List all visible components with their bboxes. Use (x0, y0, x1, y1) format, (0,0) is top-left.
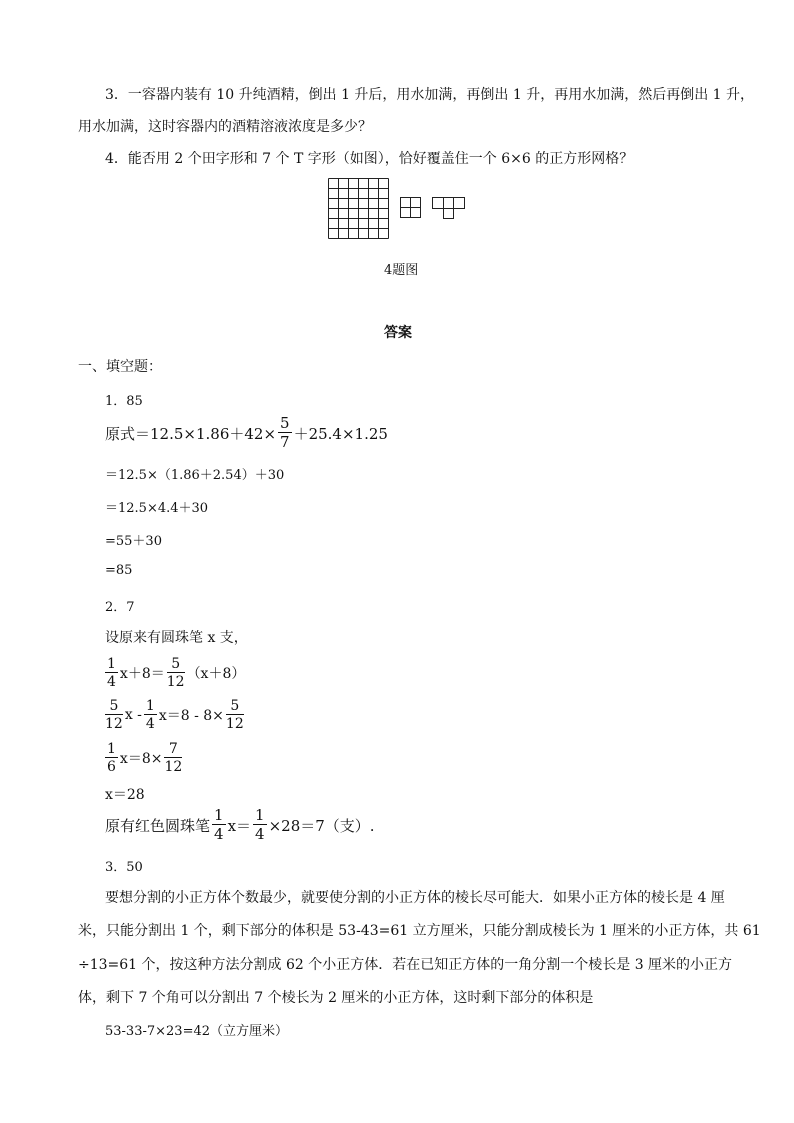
fraction: $\frac{1}{4}$ (255, 806, 265, 843)
answer-1-line-3: ＝12.5×4.4＋30 (105, 501, 209, 516)
answers-title: 答案 (384, 325, 412, 341)
answer-2-equation-3 (103, 742, 184, 774)
answer-2-heading: 2．7 (105, 600, 135, 615)
fraction: $\frac{1}{4}$ (107, 656, 116, 690)
question-3-line-1: 3．一容器内装有 10 升纯酒精，倒出 1 升后，用水加满，再倒出 1 升，再用水加满，然后再倒出 1 升， (105, 87, 755, 103)
fraction: $\frac{1}{6}$ (107, 741, 116, 775)
answer-3-para-line-3: ÷13=61 个，按这种方法分割成 62 个小正方体．若在已知正方体的一角分割一个棱长是 3 厘米的小正方 (78, 957, 733, 973)
expr-part: x＋8＝ (119, 666, 165, 682)
fraction: $\frac{7}{12}$ (164, 741, 183, 775)
answer-2-equation-1 (103, 657, 245, 689)
six-by-six-grid-figure (328, 178, 390, 240)
answer-1-line-5: =85 (105, 563, 133, 578)
fraction: $\frac{5}{7}$ (280, 414, 290, 451)
fraction: $\frac{5}{12}$ (105, 698, 123, 732)
expr-part: 原有红色圆珠笔 (105, 816, 211, 835)
answer-3-result: 53-33-7×23=42（立方厘米） (105, 1024, 289, 1039)
expr-part: x＝8 - 8× (158, 708, 224, 724)
answer-2-equation-2 (103, 699, 246, 731)
fraction: $\frac{1}{4}$ (145, 698, 155, 732)
expr-part: 原式＝12.5×1.86＋42× (105, 424, 277, 443)
expr-part: x - (124, 707, 142, 723)
expr-part: x＝ (227, 816, 252, 835)
section-fill-in-blank: 一、填空题： (78, 359, 162, 375)
question-4: 4．能否用 2 个田字形和 7 个 T 字形（如图），恰好覆盖住一个 6×6 的正方形网格？ (105, 151, 634, 167)
answer-1-line-1 (105, 416, 388, 450)
answer-3-heading: 3．50 (105, 860, 143, 875)
question-3-line-2: 用水加满，这时容器内的酒精溶液浓度是多少？ (78, 119, 372, 135)
answer-2-equation-5 (105, 808, 375, 842)
figure-caption: 4题图 (384, 263, 419, 278)
fraction: $\frac{5}{12}$ (166, 656, 185, 690)
answer-3-para-line-1: 要想分割的小正方体个数最少，就要使分割的小正方体的棱长尽可能大．如果小正方体的棱长是 4 厘 (105, 890, 725, 906)
t-shape-figure (432, 197, 466, 221)
fraction: $\frac{1}{4}$ (214, 806, 224, 843)
answer-2-intro: 设原来有圆珠笔 x 支， (105, 630, 248, 646)
expr-part: ×28＝7（支）. (268, 816, 375, 835)
tian-shape-figure (400, 197, 422, 219)
fraction: $\frac{5}{12}$ (225, 698, 244, 732)
answer-1-line-4: =55＋30 (105, 534, 162, 549)
answer-3-para-line-2: 米，只能分割出 1 个，剩下部分的体积是 53-43=61 立方厘米，只能分割成棱长为 1 厘米的小正方体，共 61 (78, 923, 761, 939)
expr-part: ＋25.4×1.25 (293, 424, 388, 443)
answer-1-line-2: ＝12.5×（1.86＋2.54）＋30 (105, 468, 285, 483)
expr-part: x＝8× (119, 751, 163, 767)
answer-3-para-line-4: 体，剩下 7 个角可以分割出 7 个棱长为 2 厘米的小正方体，这时剩下部分的体积是 (78, 990, 594, 1006)
answer-1-heading: 1．85 (105, 394, 143, 409)
answer-2-equation-4: x＝28 (105, 787, 145, 803)
expr-part: （x＋8） (186, 666, 246, 682)
